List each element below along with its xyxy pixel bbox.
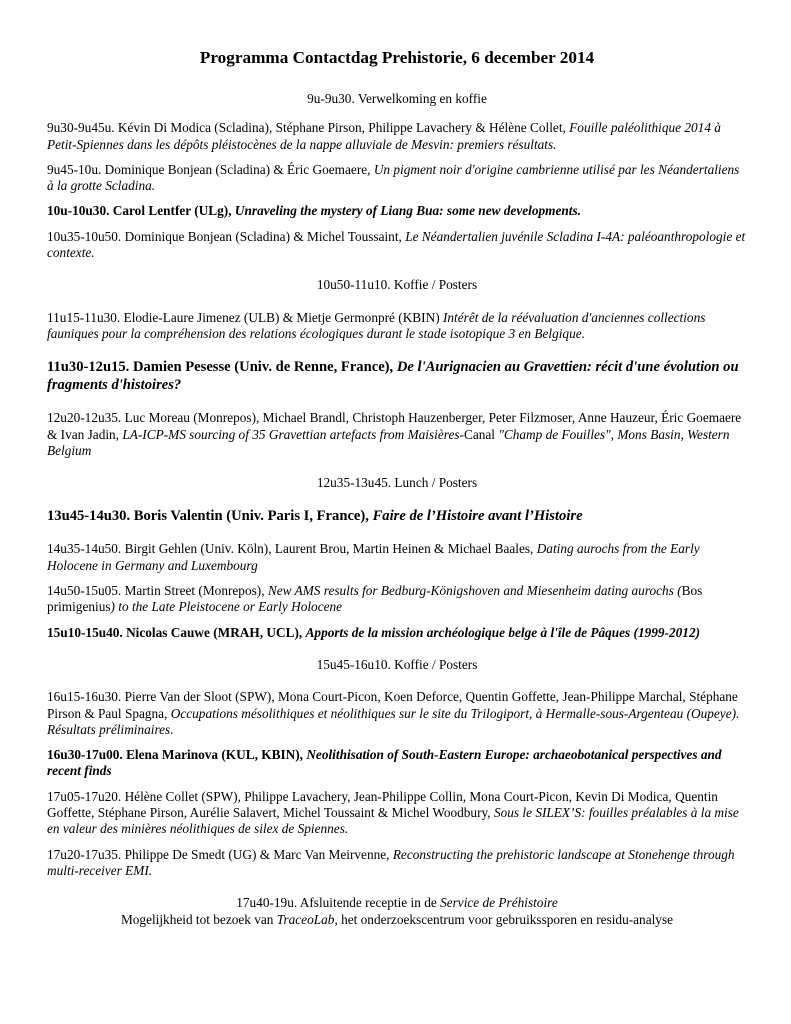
entry-authors: Nicolas Cauwe (MRAH, UCL),	[126, 624, 303, 640]
entry-authors: Damien Pesesse (Univ. de Renne, France),	[132, 359, 394, 376]
entry-time: 11u15-11u30.	[47, 309, 121, 325]
program-entry	[47, 162, 747, 195]
entry-authors: Dominique Bonjean (Scladina) & Éric Goemaere,	[104, 161, 371, 177]
visit-description: , het onderzoekscentrum voor gebruikssporen en residu-analyse	[334, 911, 674, 927]
entry-title-continued: ) to the Late Pleistocene or Early Holocene	[110, 599, 343, 615]
entry-authors: Kévin Di Modica (Scladina), Stéphane Pirson, Philippe Lavachery & Hélène Collet,	[117, 120, 566, 136]
entry-title: De l'Aurignacien au Gravettien: récit d'une évolution ou fragments d'histoires?	[47, 359, 739, 394]
keynote-entry	[47, 747, 747, 780]
keynote-entry	[47, 507, 747, 525]
page-title: Programma Contactdag Prehistorie, 6 december 2014	[199, 48, 595, 67]
entry-title: Fouille paléolithique 2014 à Petit-Spiennes dans les dépôts pléistocènes de la nappe alluviale de Mesvin: premiers résultats.	[47, 120, 721, 152]
program-entry	[47, 410, 747, 459]
entry-authors: Pierre Van der Sloot (SPW), Mona Court-Picon, Koen Deforce, Quentin Goffette, Jean-Philippe Marchal, Stéphane Pirson & Paul Spagna,	[47, 689, 738, 721]
entry-title: Le Néandertalien juvénile Scladina I-4A: paléoanthropologie et contexte.	[47, 228, 746, 261]
entry-time: 9u30-9u45u.	[47, 120, 115, 136]
closing-visit	[47, 912, 747, 928]
welcome-slot: 9u-9u30. Verwelkoming en koffie	[307, 91, 487, 106]
program-entry	[47, 541, 747, 574]
entry-title: LA-ICP-MS sourcing of 35 Gravettian artefacts from Maisières-	[122, 426, 464, 442]
entry-authors: Philippe De Smedt (UG) & Marc Van Meirvenne,	[124, 846, 390, 862]
entry-authors: Dominique Bonjean (Scladina) & Michel Toussaint,	[124, 228, 402, 244]
entry-time: 17u05-17u20.	[47, 788, 122, 804]
program-page	[47, 47, 747, 928]
entry-authors: Luc Moreau (Monrepos), Michael Brandl, Christoph Hauzenberger, Peter Filzmoser, Anne Hauzeur, Éric Goemaere & Ivan Jadin,	[47, 410, 742, 442]
keynote-entry	[47, 625, 747, 641]
entry-authors: Carol Lentfer (ULg),	[112, 203, 232, 219]
entry-title: Occupations mésolithiques et néolithiques sur le site du Trilogiport, à Hermalle-sous-Argenteau (Oupeye). Résultats préliminaires.	[47, 705, 740, 737]
entry-time: 9u45-10u.	[47, 161, 102, 177]
program-entry	[47, 583, 747, 616]
entry-authors: Birgit Gehlen (Univ. Köln), Laurent Brou, Martin Heinen & Michael Baales,	[124, 541, 534, 557]
visit-text: Mogelijkheid tot bezoek van	[120, 911, 274, 927]
closing-reception	[47, 895, 747, 911]
entry-title: Dating aurochs from the Early Holocene in Germany and Luxembourg	[47, 541, 700, 573]
entry-authors: Elodie-Laure Jimenez (ULB) & Mietje Germonpré (KBIN)	[123, 309, 440, 325]
program-entry	[47, 689, 747, 738]
entry-time: 12u20-12u35.	[47, 410, 122, 426]
entry-title: Sous le SILEX’S: fouilles préalables à la mise en valeur des minières néolithiques de silex de Spiennes.	[47, 805, 739, 837]
entry-title: Unraveling the mystery of Liang Bua: some new developments.	[234, 203, 581, 219]
entry-time: 10u35-10u50.	[47, 228, 122, 244]
entry-time: 13u45-14u30.	[47, 508, 131, 525]
entry-title: Un pigment noir d'origine cambrienne utilisé par les Néandertaliens à la grotte Scladina.	[47, 161, 740, 194]
entry-authors: Elena Marinova (KUL, KBIN),	[126, 747, 303, 763]
entry-authors: Boris Valentin (Univ. Paris I, France),	[133, 508, 369, 525]
entry-title: Faire de l’Histoire avant l’Histoire	[372, 508, 583, 525]
species-name: Bos primigenius	[47, 583, 703, 615]
keynote-entry	[47, 358, 747, 394]
closing-venue: Service de Préhistoire	[440, 895, 558, 911]
program-entry	[47, 120, 747, 153]
lunch-slot: 12u35-13u45. Lunch / Posters	[316, 475, 478, 491]
closing-text: 17u40-19u. Afsluitende receptie in de	[236, 895, 437, 911]
program-entry	[47, 789, 747, 838]
visit-lab: TraceoLab	[276, 911, 335, 927]
entry-authors: Martin Street (Monrepos),	[124, 583, 265, 599]
entry-title-upright: Canal	[463, 426, 495, 442]
entry-title: Intérêt de la réévaluation d'anciennes collections fauniques pour la compréhension des relations écologiques durant le stade isotopique 3 en Belgique.	[47, 309, 706, 341]
entry-title: Reconstructing the prehistoric landscape at Stonehenge through multi-receiver EMI.	[47, 846, 735, 878]
keynote-entry	[47, 203, 747, 219]
entry-time: 11u30-12u15.	[47, 359, 130, 376]
entry-time: 16u15-16u30.	[47, 689, 122, 705]
entry-authors: Hélène Collet (SPW), Philippe Lavachery, Jean-Philippe Collin, Mona Court-Picon, Kevin Di Modica, Quentin Goffette, Stéphane Pirson, Aurélie Salavert, Michel Toussaint & Michel Woodbury,	[47, 788, 718, 821]
program-entry	[47, 310, 747, 343]
entry-time: 15u10-15u40.	[47, 624, 123, 640]
entry-time: 16u30-17u00.	[47, 747, 123, 763]
entry-title-continued: "Champ de Fouilles", Mons Basin, Western Belgium	[47, 426, 730, 458]
entry-time: 17u20-17u35.	[47, 846, 122, 862]
entry-time: 14u35-14u50.	[47, 541, 122, 557]
entry-title: Apports de la mission archéologique belge à l'île de Pâques (1999-2012)	[305, 624, 701, 640]
break-slot: 15u45-16u10. Koffie / Posters	[316, 656, 478, 672]
program-entry	[47, 229, 747, 262]
entry-time: 14u50-15u05.	[47, 583, 122, 599]
entry-title: Neolithisation of South-Eastern Europe: archaeobotanical perspectives and recent finds	[47, 747, 722, 779]
entry-title: New AMS results for Bedburg-Königshoven and Miesenheim dating aurochs (	[267, 583, 682, 599]
program-entry	[47, 847, 747, 880]
entry-time: 10u-10u30.	[47, 203, 110, 219]
break-slot: 10u50-11u10. Koffie / Posters	[316, 277, 478, 293]
